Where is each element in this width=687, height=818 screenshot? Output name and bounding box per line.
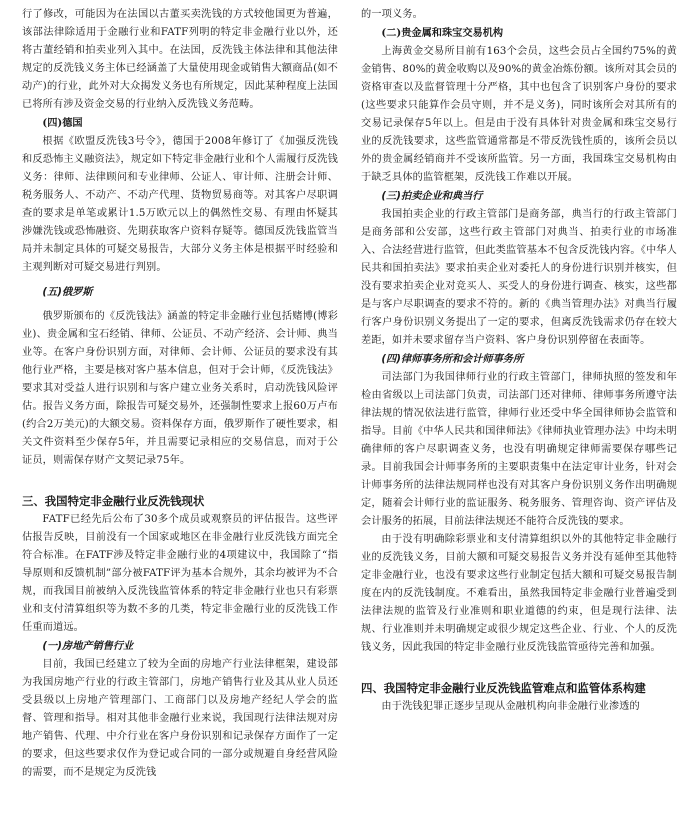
paragraph-continued: 的一项义务。 bbox=[361, 9, 424, 20]
paragraph-summary: 由于没有明确除彩票业和支付清算组织以外的其他特定非金融行业的反洗钱义务，目前大额和可疑交易报告义务并没有延伸至其他特定非金融行业，也没有要求这些行业制定包括大额和可疑交易报告制度在内的反洗钱制度。不难看出，虽然我国特定非金融行业普遍受到法律法规的监管及行业准则和职业道德的约束，但是现行法律、法规、行业准则并未明确规定或很少规定这些企业、行业、个人的反洗钱义务，因此我国的特定非金融行业反洗钱监管亟待完善和加强。 bbox=[361, 534, 677, 653]
paragraph-section-4: 由于洗钱犯罪正逐步呈现从金融机构向非金融行业渗透的 bbox=[381, 701, 640, 712]
section-heading-3: 三、我国特定非金融行业反洗钱现状 bbox=[22, 494, 205, 508]
heading-russia: (五)俄罗斯 bbox=[42, 287, 93, 298]
heading-law-accounting: (四)律师事务所和会计师事务所 bbox=[381, 354, 524, 365]
paragraph-section-3: FATF已经先后公布了30多个成员或观察员的评估报告。这些评估报告反映，目前没有一个国家或地区在非金融行业反洗钱方面完全符合标准。在FATF涉及特定非金融行业的4项建议中，我国除了“指导原则和反馈机制”部分被FATF评为基本合规外，其余均被评为不合规，而我国目前被纳入反洗钱监管体系的特定非金融行业也只有彩票业和支付清算组织等为数不多的几类，特定非金融行业的反洗钱工作任重而道远。 bbox=[22, 514, 338, 633]
heading-germany: (四)德国 bbox=[42, 117, 83, 129]
right-column bbox=[361, 6, 677, 818]
heading-auction: (三)拍卖企业和典当行 bbox=[381, 191, 483, 202]
heading-precious-metals: (二)贵金属和珠宝交易机构 bbox=[381, 27, 504, 39]
paragraph-law-accounting: 司法部门为我国律师行业的行政主管部门，律师执照的签发和年检由省级以上司法部门负责，司法部门还对律师、律师事务所遵守法律法规的情况依法进行监管，律师行业还受中华全国律师协会监管和指导。目前《中华人民共和国律师法》《律师执业管理办法》中均未明确律师的客户尽职调查义务，也没有明确规定律师需要保存哪些记录。目前我国会计师事务所的主要职责集中在法定审计业务，针对会计师事务所的法律法规同样也没有对其客户身份识别义务作出明确规定，随着会计师行业的监证服务、税务服务、管理咨询、资产评估及会计服务的拓展，目前法律法规还不能符合反洗钱的要求。 bbox=[361, 372, 677, 527]
left-column bbox=[22, 6, 338, 818]
section-heading-4: 四、我国特定非金融行业反洗钱监管难点和监管体系构建 bbox=[361, 681, 646, 695]
paragraph-real-estate: 目前，我国已经建立了较为全面的房地产行业法律框架，建设部为我国房地产行业的行政主管部门，房地产销售行业及其从业人员还受县级以上房地产管理部门、工商部门以及房地产经纪人学会的监督、管理和指导。相对其他非金融行业来说，我国现行法律法规对房地产销售、代理、中介行业在客户身份识别和记录保存方面作了一定的要求，但这些要求仅作为登记或合同的一部分或规避自身经营风险的需要，而不是规定为反洗钱 bbox=[22, 659, 338, 778]
heading-real-estate: (一)房地产销售行业 bbox=[42, 641, 134, 652]
paragraph-germany: 根据《欧盟反洗钱3号令》，德国于2008年修订了《加强反洗钱和反恐怖主义融资法》，规定如下特定非金融行业和个人需履行反洗钱义务：律师、法律顾问和专业律师、公证人、审计师、注册会计师、税务服务人、不动产、不动产代理、货物贸易商等。对其客户尽职调查的要求是单笔或累计1.5万欧元以上的偶然性交易、有理由怀疑其涉嫌洗钱或恐怖融资、先期获取客户资料存疑等。德国反洗钱监管当局并未制定具体的可疑交易报告，大部分义务主体是根据平时经验和主观判断对可疑交易进行判别。 bbox=[22, 136, 338, 273]
paragraph-precious-metals: 上海黄金交易所目前有163个会员，这些会员占全国约75%的黄金销售、80%的黄金收购以及90%的黄金冶炼份额。该所对其会员的资格审查以及监督管理十分严格，其中也包含了识别客户身份的要求(这些要求只能算作会员守则，并不是义务)，同时该所会对其所有的交易记录保存5年以上。但是由于没有具体针对贵金属和珠宝交易行业的反洗钱要求，这些监管通常都是不带反洗钱性质的，该所会员以外的贵金属经销商并不受该所监管。另一方面，我国珠宝交易机构由于缺乏具体的监管框架，反洗钱工作难以开展。 bbox=[361, 46, 677, 183]
paragraph-auction: 我国拍卖企业的行政主管部门是商务部，典当行的行政主管部门是商务部和公安部，这些行政主管部门对典当、拍卖行业的市场准入、合法经营进行监管，但此类监管基本不包含反洗钱内容。《中华人民共和国拍卖法》要求拍卖企业对委托人的身份进行识别并核实，但没有要求拍卖企业对竞买人、买受人的身份进行调查、核实，这些都是与客户尽职调查的要求不符的。新的《典当管理办法》对典当行履行客户身份识别义务提出了一定的要求，但离反洗钱需求仍存在较大差距，如并未要求留存当户资料、客户身份识别停留在表面等。 bbox=[361, 209, 677, 346]
paragraph-france-continued: 行了修改，可能因为在法国以古董买卖洗钱的方式较他国更为普遍，该部法律除适用于金融行业和FATF列明的特定非金融行业以外，还将古董经销和拍卖业列入其中。在法国，反洗钱主体法律和其他法律规定的反洗钱义务主体已经涵盖了大量使用现金或销售大额商品(如不动产)的行业，此外对大众揭发义务也有所规定，因此某种程度上法国已将所有涉及资金交易的行业纳入反洗钱义务范畴。 bbox=[22, 9, 338, 110]
paragraph-russia: 俄罗斯颁布的《反洗钱法》涵盖的特定非金融行业包括赌博(博彩业)、贵金属和宝石经销、律师、公证员、不动产经济、会计师、典当业等。在客户身份识别方面，对律师、会计师、公证员的要求没有其他行业严格，主要是核对客户基本信息，但对于会计师，《反洗钱法》要求其对受益人进行识别和与客户建立业务关系时，启动洗钱风险评估。报告义务方面，除报告可疑交易外，还强制性要求上报60万卢布(约合2万美元)的大额交易。资料保存方面，俄罗斯作了硬性要求，相关文件资料至少保存5年，并且需要记录相应的交易信息，而对于公证员，则需保存财产文契记录75年。 bbox=[22, 311, 338, 466]
